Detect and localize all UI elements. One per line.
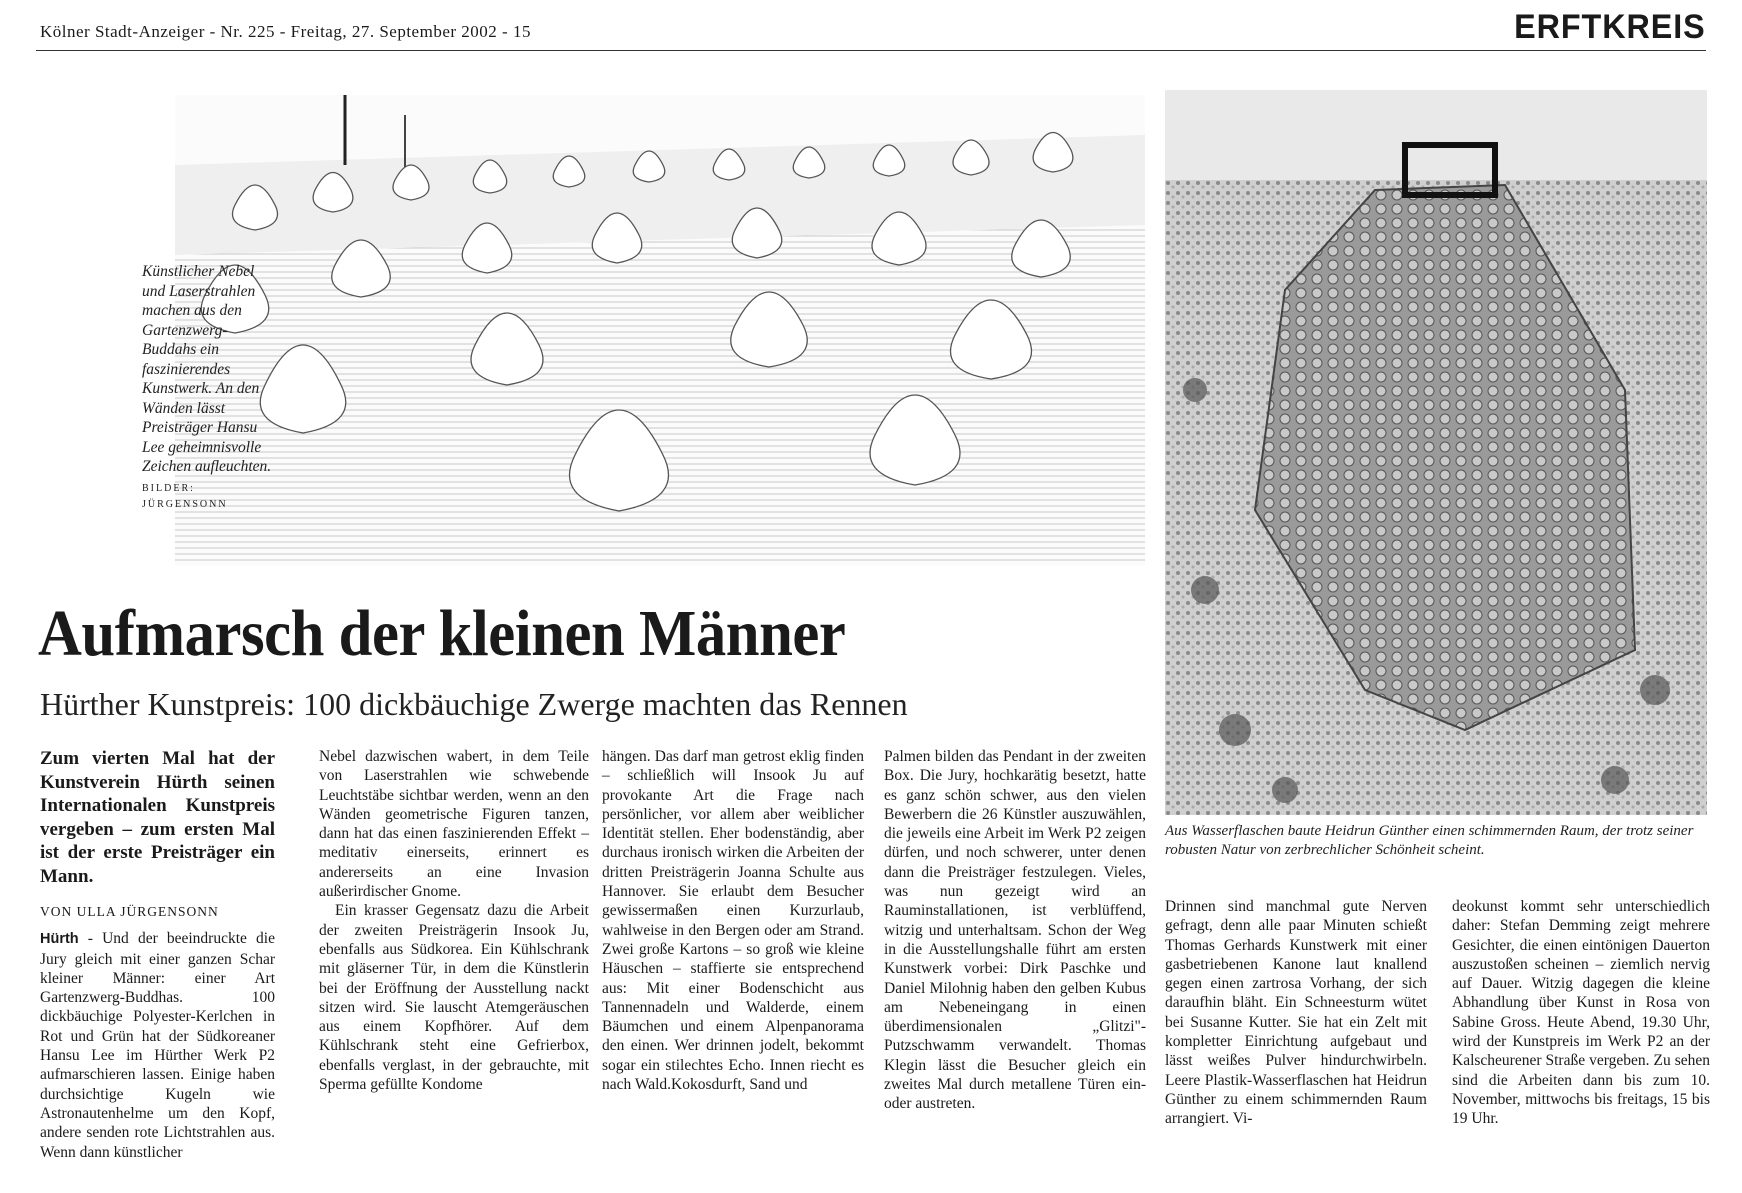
article-column-2 bbox=[319, 747, 589, 1094]
column-4-paragraph: Palmen bilden das Pendant in der zweiten Box. Die Jury, hochkarätig besetzt, hatte es ganz schön schwer, aus den vielen Bewerbern die 26 Künstler auszuwählen, die jeweils eine Arbeit im Werk P2 zeigen dürfen, und noch schwerer, unter denen dann die Preisträger festzulegen. Vieles, was nun gezeigt wird an Rauminstallationen, ist verblüffend, witzig und unterhaltsam. Schon der Weg in die Ausstellungshalle führt am ersten Kunstwerk vorbei: Dirk Paschke und Daniel Milohnig haben den gelben Kubus am Nebeneingang in einen überdimensionalen „Glitzi"-Putzschwamm verwandelt. Thomas Klegin lässt die Besucher gleich ein zweites Mal durch metallene Türen ein- oder austreten. bbox=[884, 748, 1146, 1113]
header-rule bbox=[36, 50, 1706, 51]
column-1-paragraph bbox=[40, 929, 275, 1162]
photo-credit: BILDER: JÜRGENSONN bbox=[142, 482, 228, 510]
water-bottle-room-image bbox=[1165, 90, 1707, 815]
column-3-paragraph: hängen. Das darf man getrost eklig finden – schließlich will Insook Ju auf provokante Art die Frage nach persönlicher, vor allem aber weiblicher Identität stellen. Eher bodenständig, aber durchaus ironisch wirken die Arbeiten der dritten Preisträgerin Joanna Schulte aus Hannover. Sie erlaubt dem Besucher gewissermaßen einen Kurzurlaub, wahlweise in den Bergen oder am Strand. Zwei große Kartons – so groß wie kleine Häuschen – staffierte sie entsprechend aus: Mit einer Bodenschicht aus Tannennadeln und Walderde, einem Bäumchen und einem Alpenpanorama den einen. Wer drinnen jodelt, bekommt sogar ein stilechtes Echo. Innen riecht es nach Wald.Kokosdurft, Sand und bbox=[602, 748, 864, 1094]
column-6-paragraph: deokunst kommt sehr unterschiedlich daher: Stefan Demming zeigt mehrere Gesichter, die einen eintönigen Dauerton auszustoßen scheinen – ziemlich nervig auf Dauer. Witzig dagegen die kleine Abhandlung über Kunst in Rosa von Sabine Gross. Heute Abend, 19.30 Uhr, wird der Kunstpreis im Werk P2 an der Kalscheurener Straße vergeben. Zu sehen sind die Arbeiten dann bis zum 10. November, mittwochs bis freitags, 15 bis 19 Uhr. bbox=[1452, 898, 1710, 1128]
article-byline: VON ULLA JÜRGENSONN bbox=[40, 904, 219, 919]
column-5-paragraph: Drinnen sind manchmal gute Nerven gefragt, denn alle paar Minuten schießt Thomas Gerhards Kunstwerk mit einer gasbetriebenen Kanone laut knallend gegen einen zartrosa Vorhang, der sich daraufhin bläht. Ein Schneesturm wütet bei Susanne Kutter. Sie hat ein Zelt mit kompletter Einrichtung aufgebaut und lässt weißes Pulver hindurchwirbeln. Leere Plastik-Wasserflaschen hat Heidrun Günther zu einem schimmernden Raum arrangiert. Vi- bbox=[1165, 898, 1427, 1128]
article-subheadline: Hürther Kunstpreis: 100 dickbäuchige Zwerge machten das Rennen bbox=[40, 686, 908, 722]
article-column-3 bbox=[602, 747, 864, 1094]
article-column-6 bbox=[1452, 897, 1710, 1129]
column-2-paragraph-2: Ein krasser Gegensatz dazu die Arbeit der zweiten Preisträgerin Insook Ju, ebenfalls aus Südkorea. Ein Kühlschrank mit gläserner Tür, in dem die Künstlerin bei der Eröffnung der Ausstellung nackt sitzen wird. Sie lauscht Atemgeräuschen aus einem Kopfhörer. Auf dem Kühlschrank steht eine Gefrierbox, ebenfalls verglast, in der gebrauchte, mit Sperma gefüllte Kondome bbox=[319, 902, 589, 1094]
column-1-text: - Und der beeindruckte die Jury gleich mit einer ganzen Schar kleiner Männer: einer Art Gartenzwerg-Buddhas. 100 dickbäuchige Polyester-Kerlchen in Rot und Grün hat der Südkoreaner Hansu Lee im Hürther Werk P2 aufmarschieren lassen. Einige haben durchsichtige Kugeln wie Astronautenhelme um den Kopf, andere senden rote Lichtstrahlen aus. Wenn dann künstlicher bbox=[40, 930, 275, 1161]
article-headline: Aufmarsch der kleinen Männer bbox=[38, 597, 846, 670]
section-title: ERFTKREIS bbox=[1514, 8, 1706, 46]
right-photo-caption: Aus Wasserflaschen baute Heidrun Günther einen schimmernden Raum, der trotz seiner robusten Natur von zerbrechlicher Schönheit scheint. bbox=[1165, 823, 1694, 858]
article-column-5 bbox=[1165, 897, 1427, 1129]
water-bottle-room-photo bbox=[1165, 90, 1707, 815]
gnome-installation-photo bbox=[175, 95, 1145, 565]
dateline-place: Hürth bbox=[40, 931, 79, 948]
newspaper-header-info: Kölner Stadt-Anzeiger - Nr. 225 - Freitag, 27. September 2002 - 15 bbox=[40, 22, 531, 41]
column-2-paragraph-1: Nebel dazwischen wabert, in dem Teile von Laserstrahlen wie schwebende Leuchtstäbe sichtbar werden, wenn an den Wänden geometrische Figuren tanzen, dann hat das einen faszinierenden Effekt – meditativ einerseits, erinnert es andererseits an eine Invasion außerirdischer Gnome. bbox=[319, 748, 589, 901]
article-column-4 bbox=[884, 747, 1146, 1114]
gnome-installation-image bbox=[175, 95, 1145, 565]
article-column-1 bbox=[40, 747, 275, 1162]
article-lead: Zum vierten Mal hat der Kunstverein Hürth seinen Internationalen Kunstpreis vergeben – zum ersten Mal ist der erste Preisträger ein Mann. bbox=[40, 748, 275, 887]
left-photo-caption bbox=[142, 262, 277, 513]
left-caption-text: Künstlicher Nebel und Laserstrahlen machen aus den Gartenzwerg-Buddahs ein faszinierendes Kunstwerk. An den Wänden lässt Preisträger Hansu Lee geheimnisvolle Zeichen aufleuchten. bbox=[142, 263, 272, 475]
